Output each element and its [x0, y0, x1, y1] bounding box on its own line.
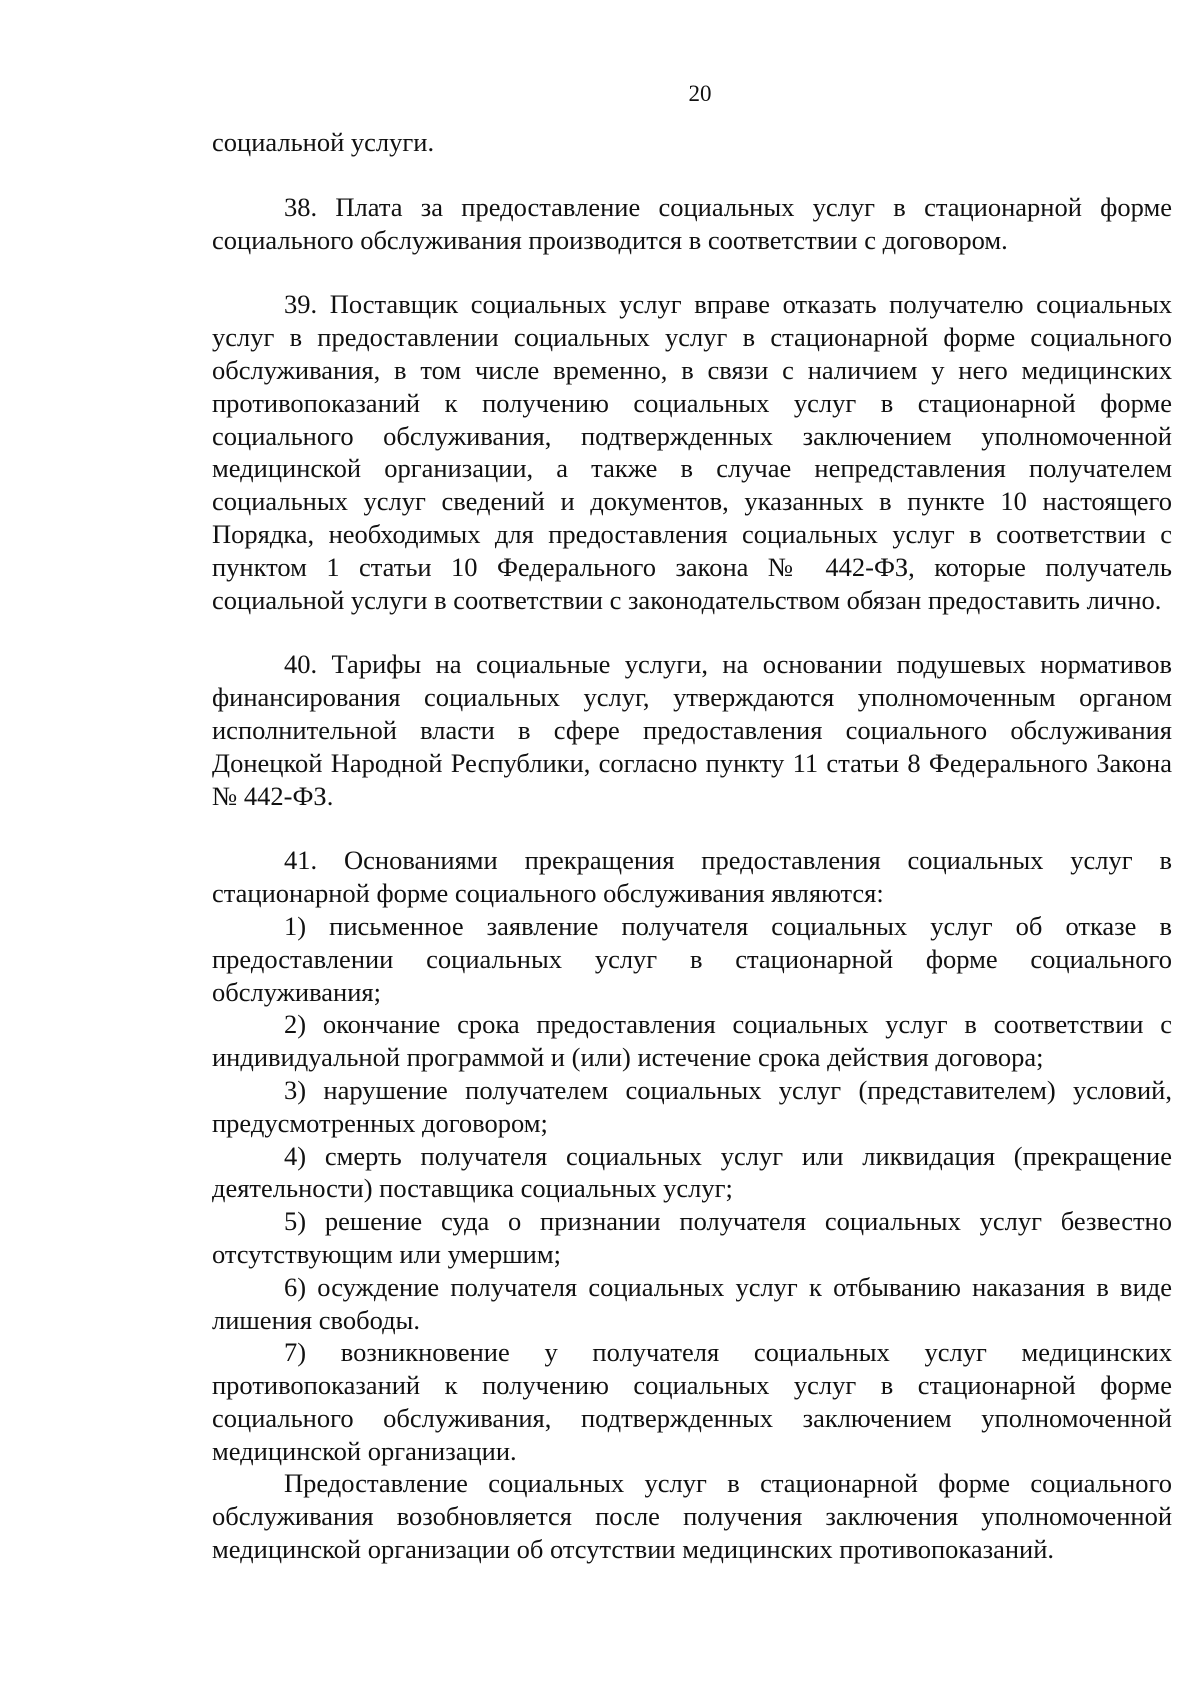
paragraph-39: 39. Поставщик социальных услуг вправе отказать получателю социальных услуг в предоставлении социальных услуг в стационарной форме социального обслуживания, в том числе временно, в связи с наличием у него медицинских противопоказаний к получению социальных услуг в стационарной форме социального обслуживания, подтвержденных заключением уполномоченной медицинской организации, а также в случае непредставления получателем социальных услуг сведений и документов, указанных в пункте 10 настоящего Порядка, необходимых для предоставления социальных услуг в соответствии с пунктом 1 статьи 10 Федерального закона № 442-ФЗ, которые получатель социальной услуги в соответствии с законодательством обязан предоставить лично. — [212, 289, 1172, 615]
list-item-3: 3) нарушение получателем социальных услуг (представителем) условий, предусмотренных договором; — [212, 1074, 1172, 1138]
page-number: 20 — [688, 81, 712, 106]
list-item-2: 2) окончание срока предоставления социальных услуг в соответствии с индивидуальной программой и (или) истечение срока действия договора; — [212, 1009, 1172, 1073]
paragraph-38: 38. Плата за предоставление социальных услуг в стационарной форме социального обслуживания производится в соответствии с договором. — [212, 191, 1172, 255]
list-item-4: 4) смерть получателя социальных услуг или ликвидация (прекращение деятельности) поставщика социальных услуг; — [212, 1140, 1172, 1204]
list-item-6: 6) осуждение получателя социальных услуг к отбыванию наказания в виде лишения свободы. — [212, 1271, 1172, 1335]
list-item-5: 5) решение суда о признании получателя социальных услуг безвестно отсутствующим или умершим; — [212, 1206, 1172, 1269]
paragraph-resumption: Предоставление социальных услуг в стационарной форме социального обслуживания возобновляется после получения заключения уполномоченной медицинской организации об отсутствии медицинских противопоказаний. — [212, 1468, 1172, 1565]
document-body — [212, 126, 1172, 1566]
paragraph-continuation: социальной услуги. — [212, 127, 435, 157]
list-item-1: 1) письменное заявление получателя социальных услуг об отказе в предоставлении социальных услуг в стационарной форме социального обслуживания; — [212, 910, 1172, 1007]
paragraph-41: 41. Основаниями прекращения предоставления социальных услуг в стационарной форме социального обслуживания являются: — [212, 845, 1172, 909]
list-item-7: 7) возникновение у получателя социальных услуг медицинских противопоказаний к получению социальных услуг в стационарной форме социального обслуживания, подтвержденных заключением уполномоченной медицинской организации. — [212, 1337, 1172, 1466]
paragraph-40: 40. Тарифы на социальные услуги, на основании подушевых нормативов финансирования социальных услуг, утверждаются уполномоченным органом исполнительной власти в сфере предоставления социального обслуживания Донецкой Народной Республики, согласно пункту 11 статьи 8 Федерального Закона № 442-ФЗ. — [212, 649, 1172, 811]
